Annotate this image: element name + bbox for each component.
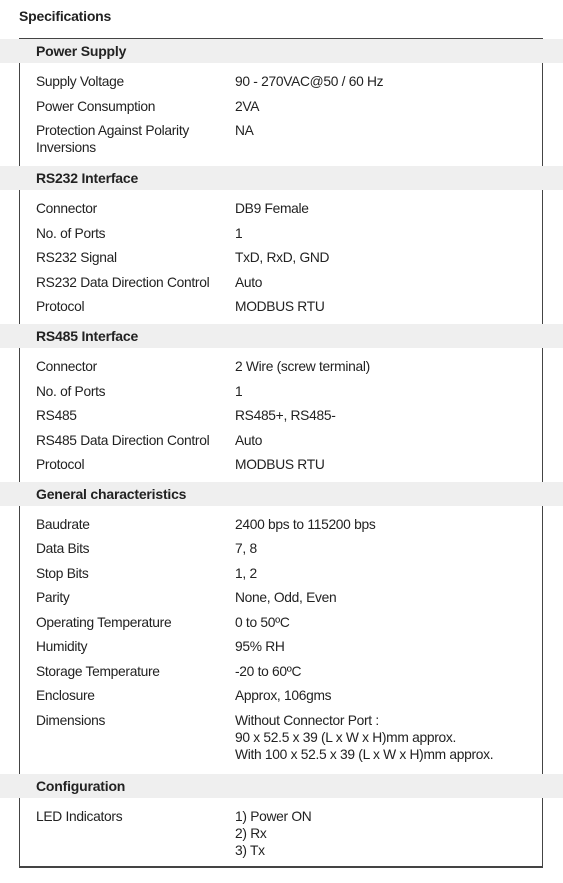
spec-value: 0 to 50ºC [235, 615, 290, 630]
bottom-rule [19, 866, 542, 868]
section-title: Power Supply [36, 43, 127, 59]
spec-label: Data Bits [36, 541, 90, 556]
spec-label: Storage Temperature [36, 664, 160, 679]
section-title: General characteristics [36, 486, 187, 502]
spec-value: NA [235, 123, 254, 138]
spec-label: LED Indicators [36, 809, 123, 824]
spec-label: Connector [36, 359, 97, 374]
spec-label: Connector [36, 201, 97, 216]
spec-value: RS485+, RS485- [235, 408, 336, 423]
spec-value: Without Connector Port : 90 x 52.5 x 39 (L x W x H)mm approx. With 100 x 52.5 x 39 (L x W x H)mm approx. [235, 713, 494, 762]
spec-value: 95% RH [235, 639, 285, 654]
right-border [542, 38, 543, 868]
spec-value: 7, 8 [235, 541, 257, 556]
spec-value: Auto [235, 275, 263, 290]
spec-label: RS485 Data Direction Control [36, 433, 210, 448]
spec-label: Baudrate [36, 517, 90, 532]
spec-value: 1, 2 [235, 566, 257, 581]
spec-value: 2 Wire (screw terminal) [235, 359, 370, 374]
section-title: RS232 Interface [36, 170, 139, 186]
spec-label: Operating Temperature [36, 615, 172, 630]
spec-label: Enclosure [36, 688, 95, 703]
spec-label: Power Consumption [36, 99, 156, 114]
spec-value: 2VA [235, 99, 260, 114]
spec-value: MODBUS RTU [235, 299, 325, 314]
spec-label: Supply Voltage [36, 74, 124, 89]
spec-value: -20 to 60ºC [235, 664, 302, 679]
spec-value: 2400 bps to 115200 bps [235, 517, 376, 532]
spec-label: Stop Bits [36, 566, 89, 581]
spec-label: No. of Ports [36, 384, 106, 399]
spec-value: MODBUS RTU [235, 457, 325, 472]
spec-label: Dimensions [36, 713, 106, 728]
page-title: Specifications [19, 8, 112, 24]
spec-label: Humidity [36, 639, 88, 654]
spec-label: RS232 Data Direction Control [36, 275, 210, 290]
spec-label: Protocol [36, 457, 85, 472]
spec-value: Auto [235, 433, 263, 448]
spec-value: 1) Power ON 2) Rx 3) Tx [235, 809, 312, 858]
spec-label: No. of Ports [36, 226, 106, 241]
spec-value: 90 - 270VAC@50 / 60 Hz [235, 74, 384, 89]
spec-value: DB9 Female [235, 201, 309, 216]
spec-label: RS232 Signal [36, 250, 117, 265]
spec-value: 1 [235, 384, 243, 399]
spec-label: Protocol [36, 299, 85, 314]
left-border [19, 38, 20, 868]
spec-value: 1 [235, 226, 243, 241]
spec-label: Protection Against Polarity Inversions [36, 123, 189, 155]
section-title: RS485 Interface [36, 328, 139, 344]
spec-value: Approx, 106gms [235, 688, 332, 703]
spec-value: TxD, RxD, GND [235, 250, 330, 265]
spec-label: Parity [36, 590, 70, 605]
spec-value: None, Odd, Even [235, 590, 337, 605]
section-title: Configuration [36, 778, 126, 794]
spec-label: RS485 [36, 408, 77, 423]
